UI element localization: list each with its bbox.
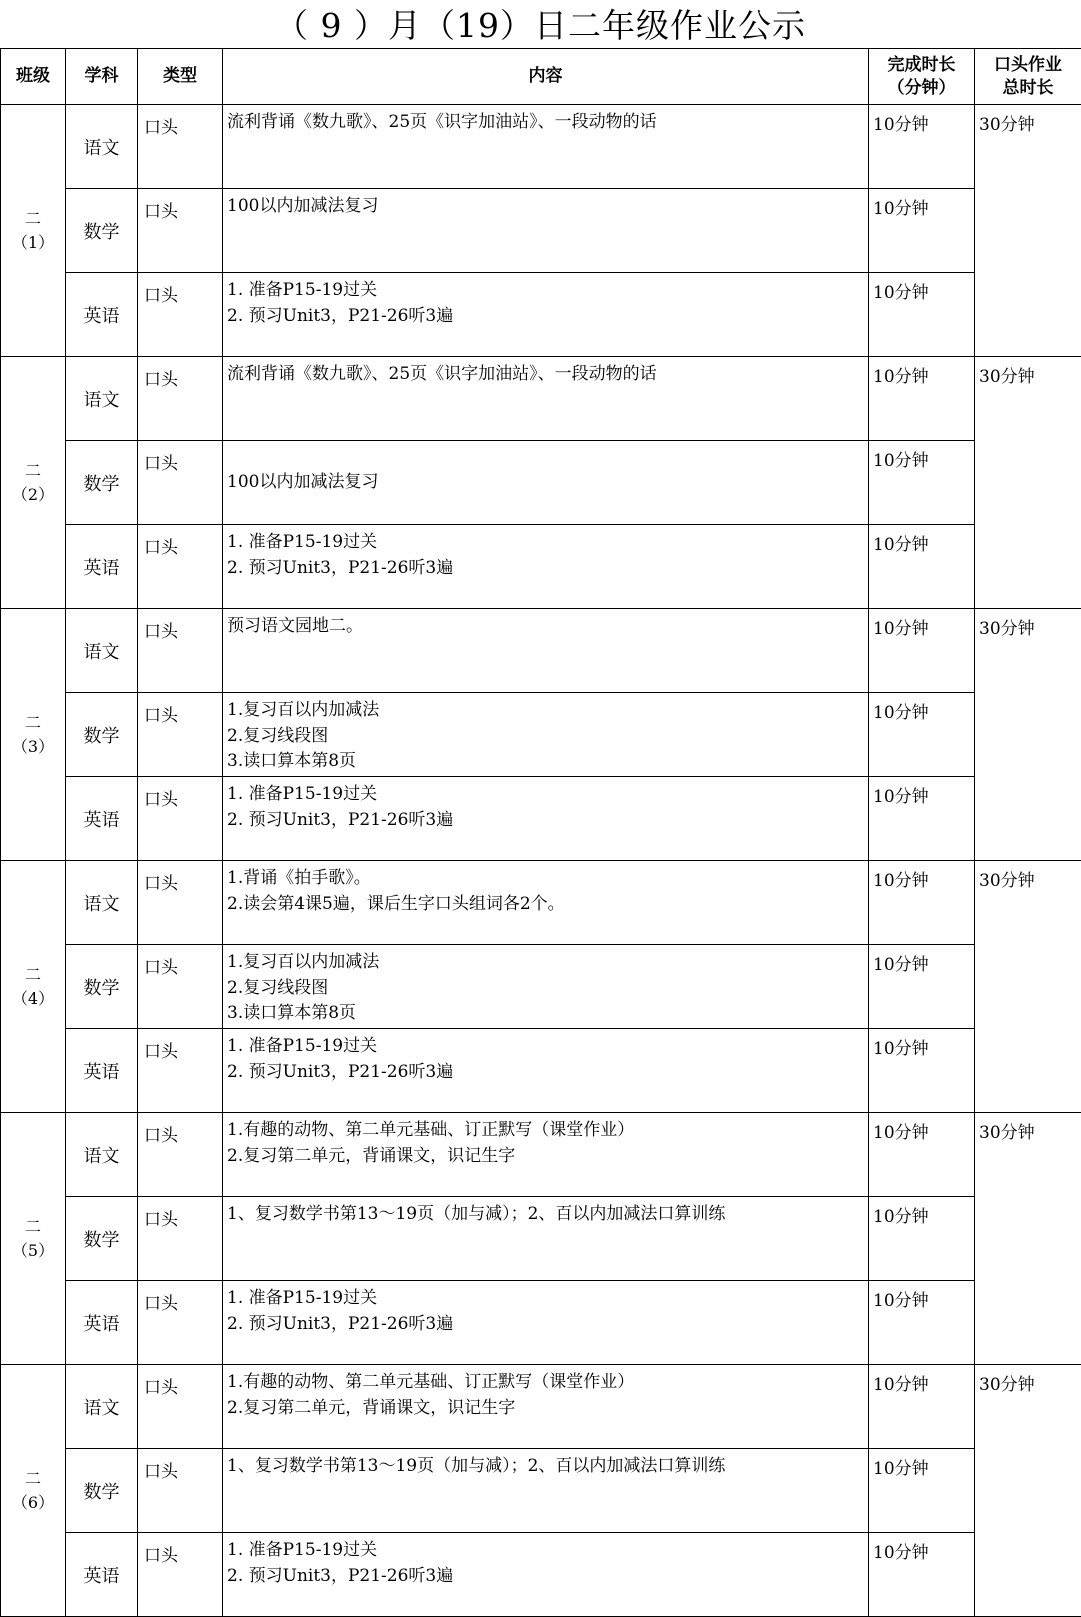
table-row [1, 441, 1081, 525]
header-duration-line2: （分钟） [888, 78, 956, 98]
subject-cell: 英语 [66, 1533, 138, 1617]
duration-cell: 10分钟 [869, 609, 975, 693]
class-grade: 二 [1, 207, 65, 231]
table-row [1, 1281, 1081, 1365]
table-row [1, 861, 1081, 945]
type-cell: 口头 [138, 105, 223, 189]
content-cell [223, 1197, 869, 1281]
content-line: 1. 准备P15-19过关 [227, 1538, 868, 1564]
content-cell [223, 273, 869, 357]
content-line: 1. 准备P15-19过关 [227, 782, 868, 808]
type-cell: 口头 [138, 1533, 223, 1617]
subject-cell: 数学 [66, 441, 138, 525]
table-row [1, 609, 1081, 693]
subject-cell: 语文 [66, 105, 138, 189]
class-cell [1, 1365, 66, 1617]
table-row [1, 189, 1081, 273]
type-cell: 口头 [138, 441, 223, 525]
table-row [1, 1113, 1081, 1197]
content-line: 100以内加减法复习 [227, 194, 868, 220]
content-line: 2. 预习Unit3，P21-26听3遍 [227, 304, 868, 330]
type-cell: 口头 [138, 777, 223, 861]
subject-cell: 数学 [66, 945, 138, 1029]
class-number: （4） [1, 987, 65, 1011]
duration-cell: 10分钟 [869, 1449, 975, 1533]
class-cell [1, 1113, 66, 1365]
subject-cell: 语文 [66, 609, 138, 693]
page-title: （ 9 ）月（19）日二年级作业公示 [0, 0, 1081, 48]
duration-cell: 10分钟 [869, 357, 975, 441]
content-line: 1、复习数学书第13～19页（加与减）；2、百以内加减法口算训练 [227, 1202, 868, 1228]
content-cell [223, 1029, 869, 1113]
duration-cell: 10分钟 [869, 273, 975, 357]
class-grade: 二 [1, 1215, 65, 1239]
subject-cell: 英语 [66, 525, 138, 609]
type-cell: 口头 [138, 1365, 223, 1449]
duration-cell: 10分钟 [869, 105, 975, 189]
type-cell: 口头 [138, 1281, 223, 1365]
class-number: （6） [1, 1491, 65, 1515]
subject-cell: 英语 [66, 273, 138, 357]
table-row [1, 693, 1081, 777]
header-subject: 学科 [66, 49, 138, 105]
duration-cell: 10分钟 [869, 1533, 975, 1617]
subject-cell: 数学 [66, 1449, 138, 1533]
subject-cell: 数学 [66, 693, 138, 777]
header-duration [869, 49, 975, 105]
header-duration-line1: 完成时长 [888, 55, 956, 75]
subject-cell: 数学 [66, 189, 138, 273]
content-line: 流利背诵《数九歌》、25页《识字加油站》、一段动物的话 [227, 110, 868, 136]
content-line: 1.有趣的动物、第二单元基础、订正默写（课堂作业） [227, 1118, 868, 1144]
content-line: 2. 预习Unit3，P21-26听3遍 [227, 1060, 868, 1086]
homework-table [0, 48, 1081, 1617]
duration-cell: 10分钟 [869, 1197, 975, 1281]
type-cell: 口头 [138, 273, 223, 357]
duration-cell: 10分钟 [869, 441, 975, 525]
duration-cell: 10分钟 [869, 1029, 975, 1113]
table-row [1, 1365, 1081, 1449]
class-number: （1） [1, 231, 65, 255]
class-cell [1, 609, 66, 861]
content-line: 2.复习第二单元，背诵课文，识记生字 [227, 1144, 868, 1170]
type-cell: 口头 [138, 609, 223, 693]
subject-cell: 语文 [66, 357, 138, 441]
content-cell [223, 105, 869, 189]
content-cell [223, 945, 869, 1029]
class-number: （5） [1, 1239, 65, 1263]
content-line: 1. 准备P15-19过关 [227, 530, 868, 556]
header-class: 班级 [1, 49, 66, 105]
table-row [1, 1449, 1081, 1533]
class-cell [1, 357, 66, 609]
content-cell [223, 1113, 869, 1197]
content-line: 3.读口算本第8页 [227, 749, 868, 775]
content-cell [223, 777, 869, 861]
duration-cell: 10分钟 [869, 189, 975, 273]
content-line: 2. 预习Unit3，P21-26听3遍 [227, 808, 868, 834]
content-line: 1. 准备P15-19过关 [227, 278, 868, 304]
duration-cell: 10分钟 [869, 861, 975, 945]
header-total [975, 49, 1081, 105]
content-line: 2.复习线段图 [227, 976, 868, 1002]
table-row [1, 105, 1081, 189]
type-cell: 口头 [138, 861, 223, 945]
content-cell [223, 609, 869, 693]
class-cell [1, 861, 66, 1113]
type-cell: 口头 [138, 1449, 223, 1533]
subject-cell: 英语 [66, 1029, 138, 1113]
content-line: 2.读会第4课5遍，课后生字口头组词各2个。 [227, 892, 868, 918]
table-row [1, 1533, 1081, 1617]
class-cell [1, 105, 66, 357]
content-line: 1.有趣的动物、第二单元基础、订正默写（课堂作业） [227, 1370, 868, 1396]
type-cell: 口头 [138, 1197, 223, 1281]
class-number: （2） [1, 483, 65, 507]
content-line: 1.复习百以内加减法 [227, 698, 868, 724]
subject-cell: 语文 [66, 1113, 138, 1197]
table-row [1, 945, 1081, 1029]
content-cell [223, 1365, 869, 1449]
total-cell: 30分钟 [975, 1113, 1081, 1365]
content-cell [223, 693, 869, 777]
duration-cell: 10分钟 [869, 945, 975, 1029]
table-row [1, 273, 1081, 357]
table-row [1, 1029, 1081, 1113]
type-cell: 口头 [138, 1113, 223, 1197]
header-content: 内容 [223, 49, 869, 105]
table-row [1, 777, 1081, 861]
content-line: 100以内加减法复习 [227, 470, 868, 496]
total-cell: 30分钟 [975, 357, 1081, 609]
content-line: 2.复习线段图 [227, 724, 868, 750]
content-cell [223, 441, 869, 525]
header-type: 类型 [138, 49, 223, 105]
content-cell [223, 1449, 869, 1533]
type-cell: 口头 [138, 1029, 223, 1113]
class-grade: 二 [1, 459, 65, 483]
class-grade: 二 [1, 1467, 65, 1491]
header-total-line2: 总时长 [1003, 78, 1054, 98]
subject-cell: 英语 [66, 1281, 138, 1365]
duration-cell: 10分钟 [869, 777, 975, 861]
table-row [1, 525, 1081, 609]
content-cell [223, 357, 869, 441]
content-line: 2. 预习Unit3，P21-26听3遍 [227, 1312, 868, 1338]
duration-cell: 10分钟 [869, 693, 975, 777]
content-cell [223, 1533, 869, 1617]
content-line: 流利背诵《数九歌》、25页《识字加油站》、一段动物的话 [227, 362, 868, 388]
content-line: 1. 准备P15-19过关 [227, 1034, 868, 1060]
content-cell [223, 525, 869, 609]
duration-cell: 10分钟 [869, 525, 975, 609]
type-cell: 口头 [138, 693, 223, 777]
content-line: 1.背诵《拍手歌》。 [227, 866, 868, 892]
subject-cell: 数学 [66, 1197, 138, 1281]
duration-cell: 10分钟 [869, 1281, 975, 1365]
subject-cell: 语文 [66, 1365, 138, 1449]
content-cell [223, 189, 869, 273]
content-line: 2. 预习Unit3，P21-26听3遍 [227, 556, 868, 582]
header-row [1, 49, 1081, 105]
content-line: 1、复习数学书第13～19页（加与减）；2、百以内加减法口算训练 [227, 1454, 868, 1480]
content-line: 1.复习百以内加减法 [227, 950, 868, 976]
content-line: 2.复习第二单元，背诵课文，识记生字 [227, 1396, 868, 1422]
duration-cell: 10分钟 [869, 1113, 975, 1197]
content-line: 预习语文园地二。 [227, 614, 868, 640]
subject-cell: 语文 [66, 861, 138, 945]
table-row [1, 1197, 1081, 1281]
content-line: 1. 准备P15-19过关 [227, 1286, 868, 1312]
class-grade: 二 [1, 711, 65, 735]
total-cell: 30分钟 [975, 105, 1081, 357]
total-cell: 30分钟 [975, 609, 1081, 861]
table-row [1, 357, 1081, 441]
total-cell: 30分钟 [975, 1365, 1081, 1617]
duration-cell: 10分钟 [869, 1365, 975, 1449]
content-line: 3.读口算本第8页 [227, 1001, 868, 1027]
content-line: 2. 预习Unit3，P21-26听3遍 [227, 1564, 868, 1590]
type-cell: 口头 [138, 945, 223, 1029]
class-grade: 二 [1, 963, 65, 987]
content-cell [223, 861, 869, 945]
class-number: （3） [1, 735, 65, 759]
header-total-line1: 口头作业 [994, 55, 1062, 75]
type-cell: 口头 [138, 525, 223, 609]
content-cell [223, 1281, 869, 1365]
total-cell: 30分钟 [975, 861, 1081, 1113]
type-cell: 口头 [138, 189, 223, 273]
subject-cell: 英语 [66, 777, 138, 861]
type-cell: 口头 [138, 357, 223, 441]
